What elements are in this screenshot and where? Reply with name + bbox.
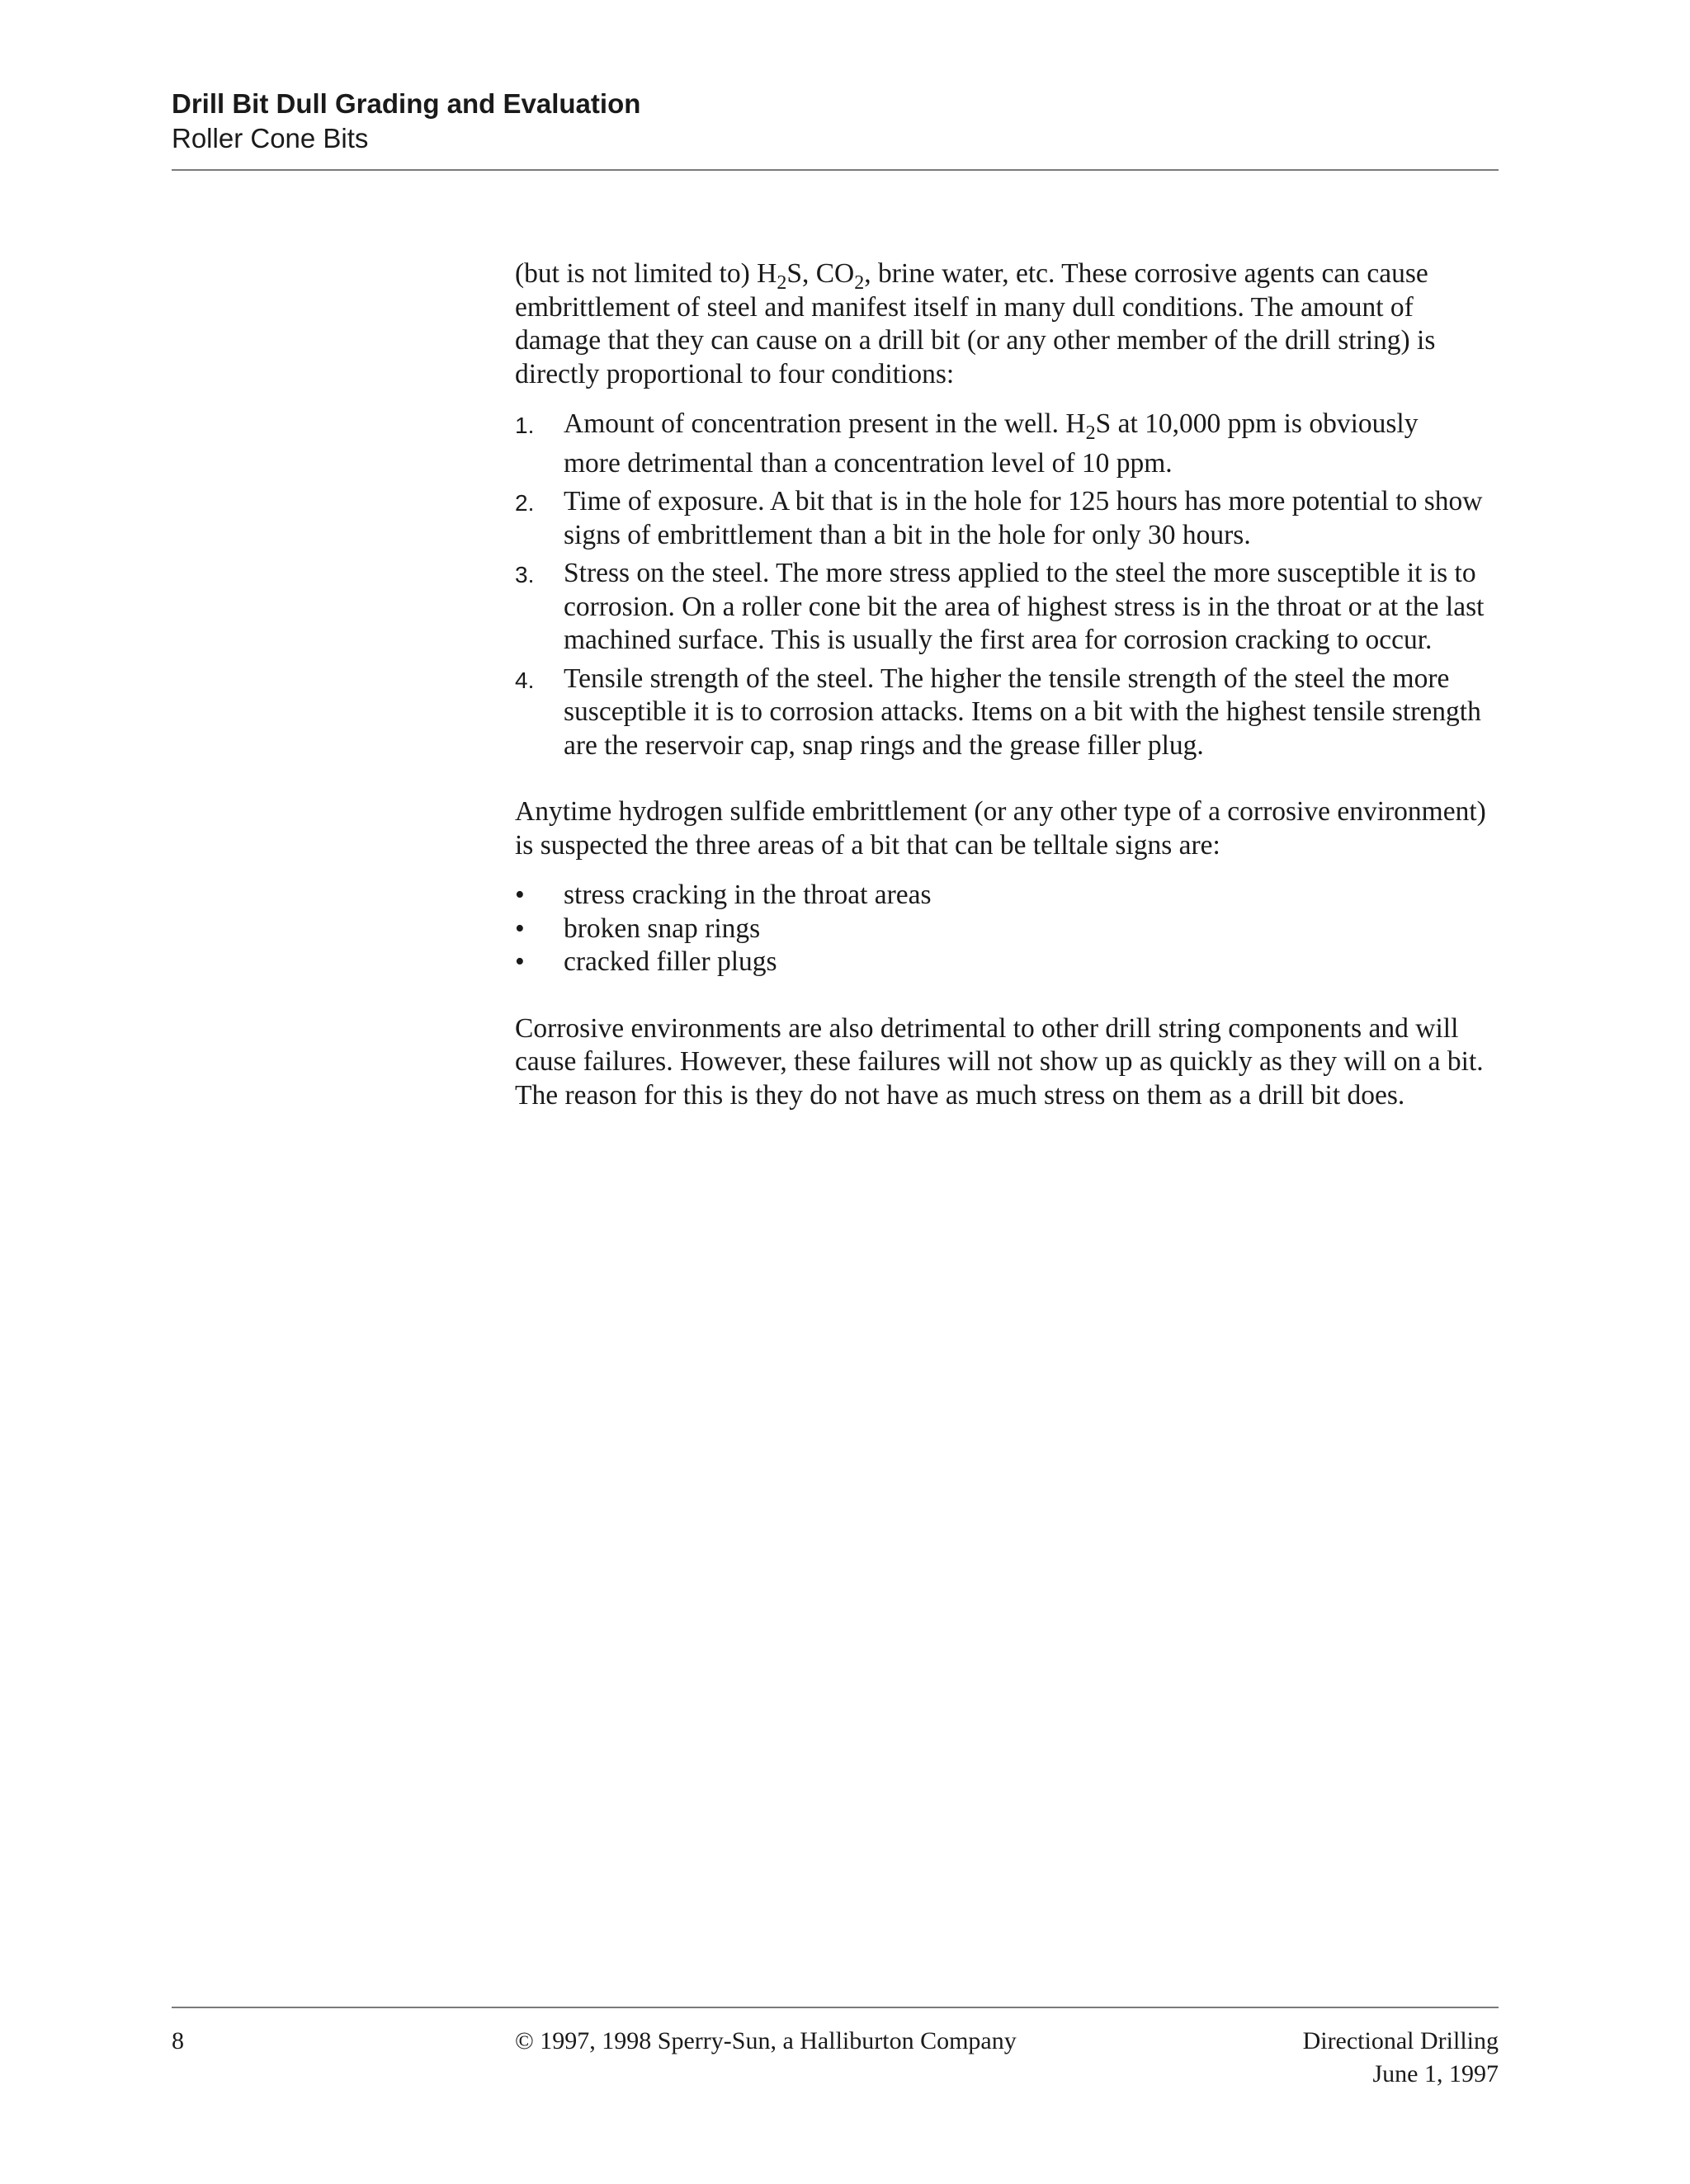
telltale-signs-list	[515, 879, 1505, 979]
copyright-notice: © 1997, 1998 Sperry-Sun, a Halliburton Company	[515, 2027, 1017, 2054]
list-number: 1.	[515, 413, 535, 438]
section-name: Directional Drilling	[1302, 2027, 1499, 2054]
list-item: • cracked filler plugs	[515, 946, 1505, 979]
list-item: 1. Amount of concentration present in the well. $H_2S$ at 10,000 ppm is obviously more detrimental than a concentration level of 10 ppm.	[515, 408, 1419, 479]
document-subtitle: Roller Cone Bits	[172, 123, 369, 153]
list-item: • broken snap rings	[515, 913, 1505, 946]
footer-section-info	[1303, 2025, 1499, 2091]
bullet-marker: •	[515, 946, 525, 977]
main-content	[515, 257, 1505, 1112]
list-number: 4.	[515, 667, 535, 693]
list-item: 2. Time of exposure. A bit that is in the hole for 125 hours has more potential to show signs of embrittlement than a bit in the hole for only 30 hours.	[515, 486, 1483, 550]
bullet-marker: •	[515, 913, 525, 944]
document-title: Drill Bit Dull Grading and Evaluation	[172, 88, 641, 119]
page-header	[172, 86, 1499, 155]
intro-paragraph: (but is not limited to) $H_2S$, $CO_2$, brine water, etc. These corrosive agents can cause embrittlement of steel and manifest itself in many dull conditions. The amount of damage that they can cause on a drill bit (or any other member of the drill string) is directly proportional to four conditions:	[515, 258, 1436, 389]
bullet-marker: •	[515, 880, 525, 910]
conditions-list	[515, 408, 1505, 762]
list-item: • stress cracking in the throat areas	[515, 879, 1505, 913]
list-item: 4. Tensile strength of the steel. The higher the tensile strength of the steel the more susceptible it is to corrosion attacks. Items on a bit with the highest tensile strength are the reservoir cap, snap rings and the grease filler plug.	[515, 663, 1481, 761]
page-number: 8	[172, 2027, 184, 2054]
revision-date: June 1, 1997	[1372, 2060, 1499, 2087]
footer-divider	[172, 2007, 1499, 2008]
list-number: 3.	[515, 562, 535, 587]
header-divider	[172, 169, 1499, 171]
list-item: 3. Stress on the steel. The more stress applied to the steel the more susceptible it is to corrosion. On a roller cone bit the area of highest stress is in the throat or at the last machined surface. This is usually the first area for corrosion cracking to occur.	[515, 558, 1485, 655]
closing-paragraph: Corrosive environments are also detrimental to other drill string components and will cause failures. However, these failures will not show up as quickly as they will on a bit. The reason for this is they do not have as much stress on them as a drill bit does.	[515, 1012, 1484, 1111]
telltale-paragraph: Anytime hydrogen sulfide embrittlement (or any other type of a corrosive environment) is suspected the three areas of a bit that can be telltale signs are:	[515, 796, 1486, 861]
list-number: 2.	[515, 490, 535, 516]
